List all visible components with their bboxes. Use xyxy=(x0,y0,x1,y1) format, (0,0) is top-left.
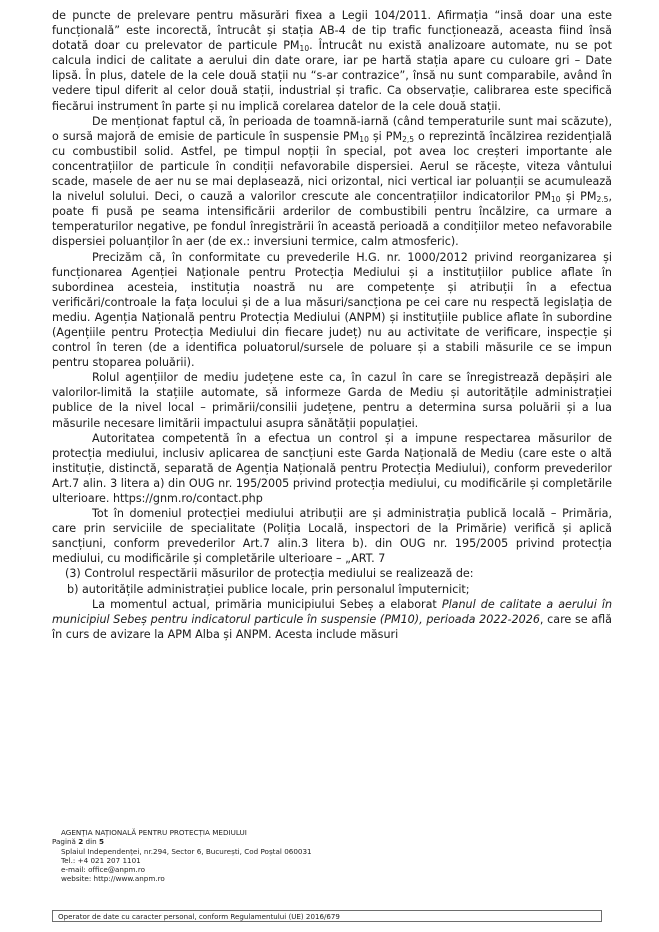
footer-email: e-mail: office@anpm.ro xyxy=(61,865,146,875)
law-item-local-authorities: b) autoritățile administrației publice locale, prin personalul împuternicit; xyxy=(67,582,470,596)
law-item-control: (3) Controlul respectării măsurilor de protecția mediului se realizează de: xyxy=(65,567,474,581)
text-run: La momentul actual, primăria municipiului Sebeș a elaborat xyxy=(92,597,442,611)
subscript: 2.5 xyxy=(596,195,609,205)
page-number xyxy=(52,837,612,846)
text-run: De menționat faptul că, în perioada de toamnă-iarnă (când temperaturile sunt mai scăzute), o sursă majoră de emisie de particule în suspensie PM xyxy=(52,114,612,143)
footer-address: Splaiul Independenței, nr.294, Sector 6, București, Cod Poștal 060031 xyxy=(61,846,312,856)
text-run: o reprezintă încălzirea rezidențială cu combustibil solid. Astfel, pe timpul nopții în special, pot avea loc creșteri importante ale concentrațiilor de particule în condiții nefavorabile dispersiei. Aerul se răcește, viteza vântului scade, masele de aer nu se mai deplasează, nici orizontal, nici vertical iar poluanții se acumulează la nivelul solului. Deci, o cauză a valorilor crescute ale concentrațiilor indicatorilor PM xyxy=(52,129,613,204)
paragraph-competences: Precizăm că, în conformitate cu prevederile H.G. nr. 1000/2012 privind reorganizarea și funcționarea Agenției Naționale pentru Protecția Mediului și a instituțiilor publice aflate în subordinea acesteia, instituția noastră nu are competențe și atribuții în a efectua verificări/controale la fața locului și de a lua măsuri/sancționa pe cei care nu respectă legislația de mediu. Agenția Națională pentru Protecția Mediului (ANPM) și instituțiile publice aflate în subordine (Agențiile pentru Protecția Mediului din fiecare județ) nu au activitate de verificare, inspecție și control în teren (de a identifica poluatorul/sursele de poluare și a stabili măsurile ce se impun pentru stoparea poluării). xyxy=(52,250,612,370)
subscript: 10 xyxy=(550,195,561,205)
text-run: . Întrucât nu există analizoare automate, nu se pot calcula indici de calitate a aerului din date orare, iar pe hartă stația apare cu culoare gri – Date lipsă. În plus, datele de la cele două stații nu “s-ar contrazice”, însă nu sunt comparabile, având în vedere tipul diferit al celor două stații, industrial și trafic. Ca observație, calibrarea este specifică fiecărui instrument în parte și nu implică corelarea datelor de la cele două stații. xyxy=(52,39,612,113)
paragraph-stations xyxy=(52,8,612,114)
text-run: și PM xyxy=(368,129,403,143)
paragraph-environment-guard: Autoritatea competentă în a efectua un control și a impune respectarea măsurilor de protecția mediului, inclusiv aplicarea de sancțiuni este Garda Națională de Mediu (care este o altă instituție, distinctă, separată de Agenția Națională pentru Protecția Mediului), conform prevederilor Art.7 alin. 3 litera a) din OUG nr. 195/2005 privind protecția mediului, cu modificările și completările ulterioare. https://gnm.ro/contact.php xyxy=(52,431,612,505)
text-run: , care se află în curs de avizare la APM Alba și ANPM. Acesta include măsuri xyxy=(52,612,612,641)
page-current: 2 xyxy=(78,837,84,847)
document-body xyxy=(52,8,612,642)
footer-agency-name: AGENȚIA NAȚIONALĂ PENTRU PROTECȚIA MEDIULUI xyxy=(61,828,247,837)
text-run: de puncte de prelevare pentru măsurări fixea a Legii 104/2011. Afirmația “insă doar una este funcțională” este incorectă, întrucât și stația AB-4 de tip trafic funcționează, aceasta fiind însă dotată doar cu prelevator de particule PM xyxy=(52,9,612,53)
paragraph-local-administration: Tot în domeniul protecției mediului atribuții are și administrația publică locală – Primăria, care prin serviciile de specialitate (Poliția Locală, inspectori de la Primărie) verifică și aplică sancțiuni, conform prevederilor Art.7 alin.3 litera b). din OUG nr. 195/2005 privind protecția mediului, cu modificările și completările ulterioare – „ART. 7 xyxy=(52,507,612,566)
subscript: 10 xyxy=(299,44,310,54)
page-prefix: Pagină xyxy=(52,837,79,847)
subscript: 2,5 xyxy=(402,134,415,144)
footer-phone: Tel.: +4 021 207 1101 xyxy=(61,855,141,865)
paragraph-role-agencies: Rolul agențiilor de mediu județene este ca, în cazul în care se înregistrează depășiri ale valorilor-limită la stațiile automate, să informeze Garda de Mediu și autoritățile administrației publice de la nivel local – primării/consilii județene, pentru a determina sursa poluării și a lua măsurile necesare limitării impactului asupra sănătății populației. xyxy=(52,371,612,430)
page-footer xyxy=(52,828,612,884)
gdpr-notice: Operator de date cu caracter personal, conform Regulamentului (UE) 2016/679 xyxy=(52,910,602,922)
subscript: 10 xyxy=(359,134,369,144)
page-mid: din xyxy=(83,837,99,847)
footer-website: website: http://www.anpm.ro xyxy=(61,874,165,884)
text-run: și PM xyxy=(560,190,597,204)
paragraph-air-quality-plan xyxy=(52,597,612,642)
plan-title: Planul de calitate a aerului în municipiul Sebeș pentru indicatorul particule în suspensie (PM10), perioada 2022-2026 xyxy=(52,597,613,626)
paragraph-heating-season xyxy=(52,114,612,250)
page-total: 5 xyxy=(98,837,104,847)
text-run: , poate fi pusă pe seama intensificării arderilor de combustibili pentru încălzire, ca urmare a temperaturilor negative, pe fondul înregistrării în această perioadă a condițiilor meteo nefavorabile dispersiei poluanților în aer (de ex.: inversiuni termice, calm atmosferic). xyxy=(52,190,612,249)
